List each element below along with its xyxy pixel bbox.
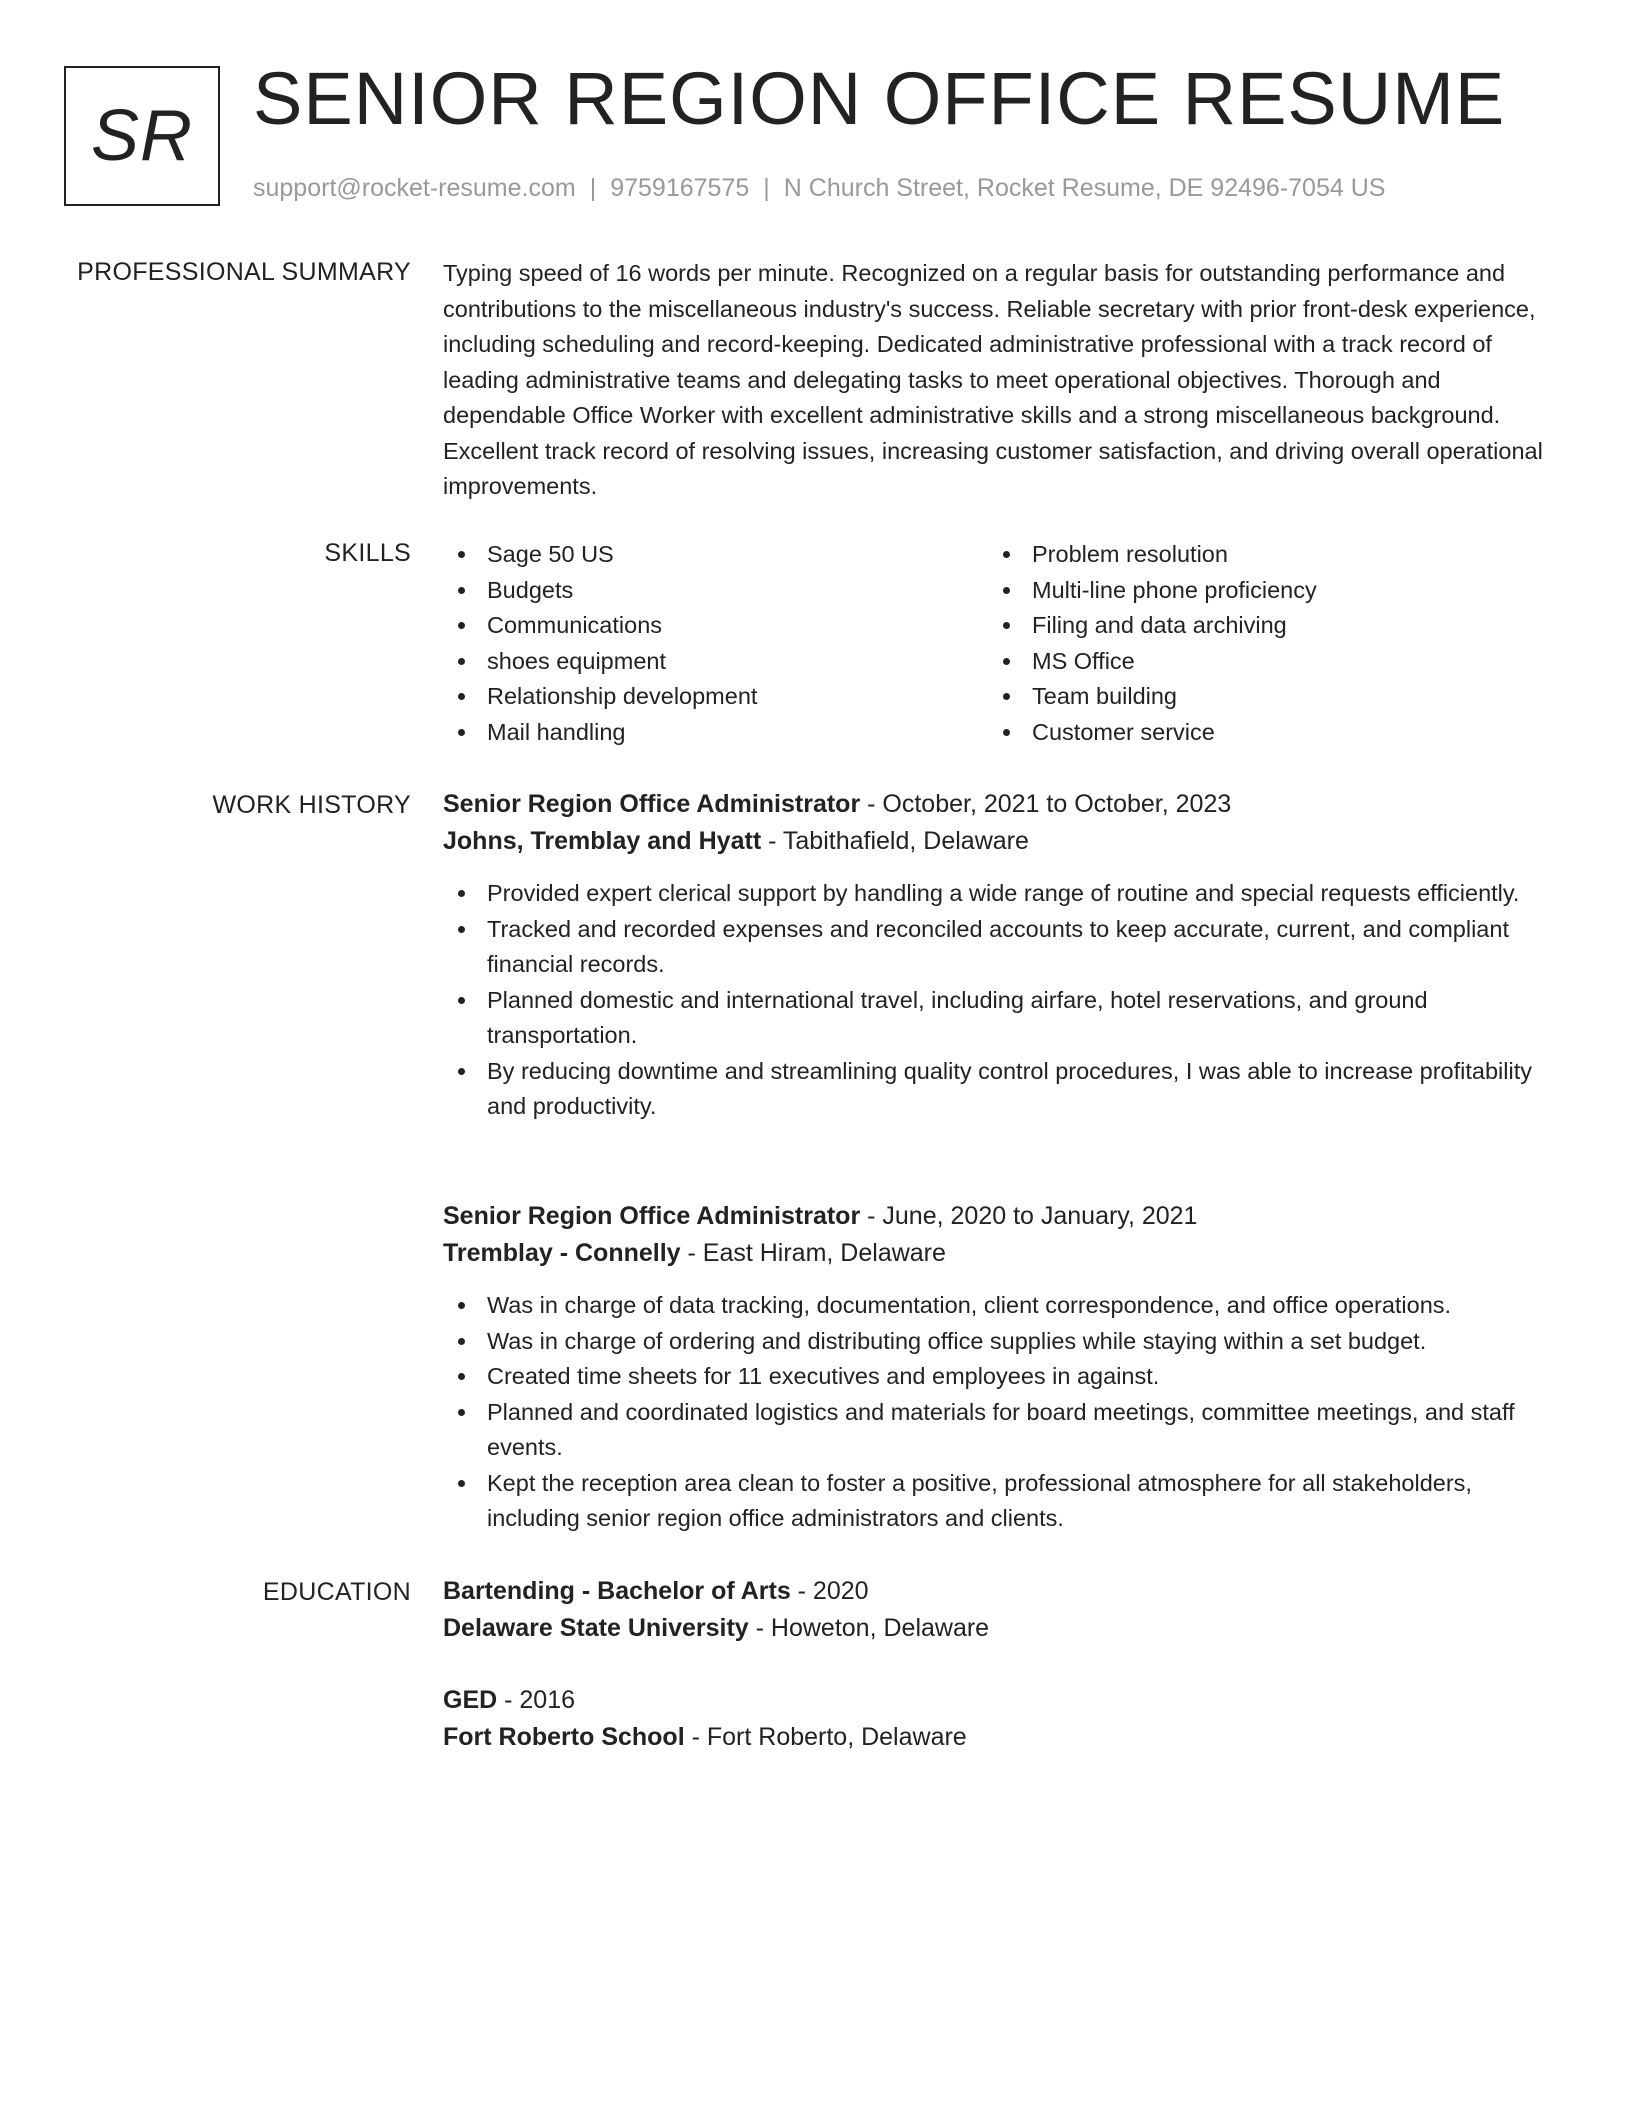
school: Delaware State University [443,1614,749,1642]
job-title-line [443,786,1553,823]
skill-item: Budgets [443,573,988,609]
school-line [443,1719,1553,1756]
summary-text: Typing speed of 16 words per minute. Recognized on a regular basis for outstanding performance and contributions to the miscellaneous industry's success. Reliable secretary with prior front-desk experience, including scheduling and record-keeping. Dedicated administrative professional with a track record of leading administrative teams and delegating tasks to meet operational objectives. Thorough and dependable Office Worker with excellent administrative skills and a strong miscellaneous background. Excellent track record of resolving issues, increasing customer satisfaction, and driving overall operational improvements. [443,260,1543,499]
school: Fort Roberto School [443,1723,685,1751]
contact-separator: | [589,174,597,202]
skill-item: Team building [988,679,1533,715]
job-title-line [443,1198,1553,1235]
degree-line [443,1573,1553,1610]
job-bullet: Kept the reception area clean to foster a positive, professional atmosphere for all stakeholders, including senior region office administrators and clients. [443,1466,1553,1537]
skill-item: Customer service [988,715,1533,751]
job-bullet: Was in charge of data tracking, documentation, client correspondence, and office operations. [443,1288,1553,1324]
skill-item: Communications [443,608,988,644]
job-bullet-list [443,1288,1553,1537]
degree-year: - 2016 [497,1686,576,1714]
degree: Bartending - Bachelor of Arts [443,1577,791,1605]
job-dates: - October, 2021 to October, 2023 [860,790,1232,818]
job-company-line [443,823,1553,860]
section-label-education: EDUCATION [262,1578,411,1606]
skill-item: Sage 50 US [443,537,988,573]
resume-title: SENIOR REGION OFFICE RESUME [253,57,1506,140]
skill-item: Problem resolution [988,537,1533,573]
job-bullet: Was in charge of ordering and distributing office supplies while staying within a set budget. [443,1324,1553,1360]
degree: GED [443,1686,498,1714]
skills-column-right [988,537,1533,750]
contact-line [253,174,1385,203]
degree-line [443,1682,1553,1719]
contact-address: N Church Street, Rocket Resume, DE 92496-7054 US [783,174,1386,202]
job-location: - Tabithafield, Delaware [761,827,1029,855]
job-entry [443,1198,1553,1537]
job-company: Tremblay - Connelly [443,1239,681,1267]
job-bullet: Planned and coordinated logistics and materials for board meetings, committee meetings, and staff events. [443,1395,1553,1466]
school-location: - Fort Roberto, Delaware [684,1723,967,1751]
education-entry [443,1682,1553,1756]
job-entry [443,786,1553,1125]
job-title: Senior Region Office Administrator [443,790,861,818]
job-company: Johns, Tremblay and Hyatt [443,827,762,855]
job-bullet: Planned domestic and international travel, including airfare, hotel reservations, and ground transportation. [443,983,1553,1054]
summary-section [443,256,1553,505]
skill-item: Multi-line phone proficiency [988,573,1533,609]
skill-item: shoes equipment [443,644,988,680]
job-bullet: By reducing downtime and streamlining quality control procedures, I was able to increase profitability and productivity. [443,1054,1553,1125]
contact-separator: | [763,174,770,202]
school-line [443,1610,1553,1647]
degree-year: - 2020 [790,1577,869,1605]
skill-item: Filing and data archiving [988,608,1533,644]
job-company-line [443,1235,1553,1272]
monogram-badge [64,66,220,206]
job-title: Senior Region Office Administrator [443,1202,861,1230]
contact-email: support@rocket-resume.com [253,174,576,202]
section-label-summary: PROFESSIONAL SUMMARY [77,258,411,286]
skill-item: Relationship development [443,679,988,715]
skills-section [443,537,1553,750]
school-location: - Howeton, Delaware [748,1614,990,1642]
monogram-initials: SR [90,96,194,176]
skills-column-left [443,537,988,750]
job-location: - East Hiram, Delaware [680,1239,946,1267]
section-label-work-history: WORK HISTORY [212,791,411,819]
contact-phone: 9759167575 [610,174,750,202]
skills-grid [443,537,1553,750]
job-dates: - June, 2020 to January, 2021 [860,1202,1198,1230]
job-bullet: Tracked and recorded expenses and reconciled accounts to keep accurate, current, and compliant financial records. [443,912,1553,983]
education-entry [443,1573,1553,1647]
job-bullet: Provided expert clerical support by handling a wide range of routine and special requests efficiently. [443,876,1553,912]
skill-item: Mail handling [443,715,988,751]
skill-item: MS Office [988,644,1533,680]
job-bullet-list [443,876,1553,1125]
job-bullet: Created time sheets for 11 executives and employees in against. [443,1359,1553,1395]
section-label-skills: SKILLS [324,539,411,567]
